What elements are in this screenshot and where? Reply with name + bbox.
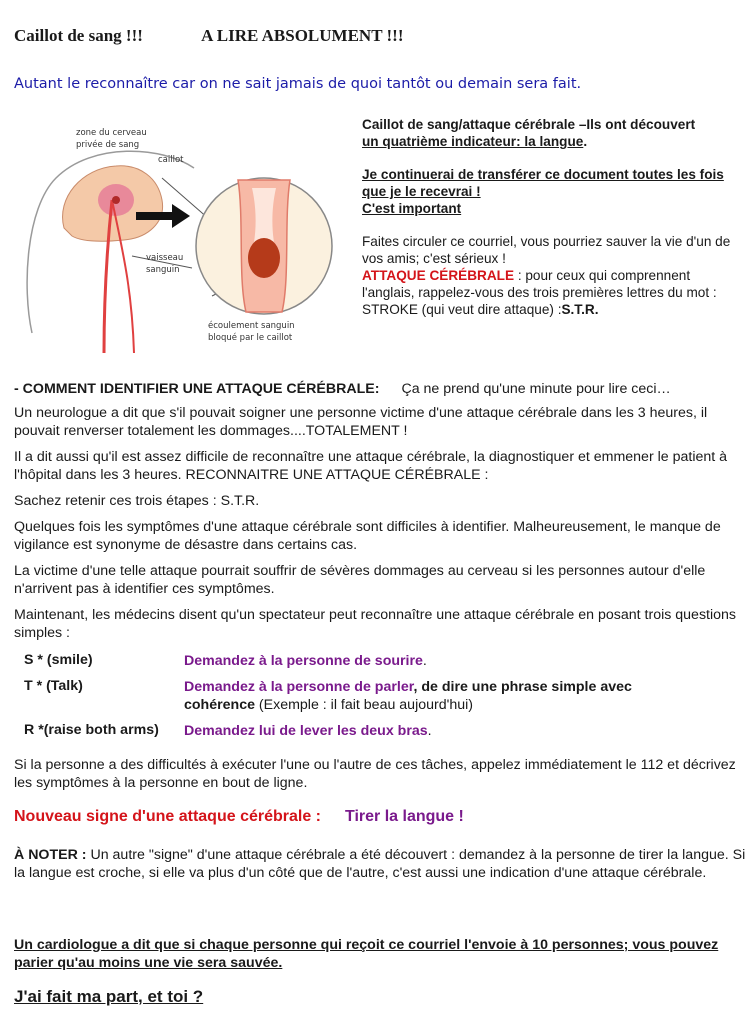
step-key-s: S * (smile) xyxy=(24,652,93,668)
label-zone-1: zone du cerveau xyxy=(76,128,147,138)
paragraph-1: Un neurologue a dit que s'il pouvait soigner une personne victime d'une attaque cérébrale dans les 3 heures, il pouvait renverser totalement les dommages....TOTALEMENT ! xyxy=(14,405,708,439)
label-vaisseau-2: sanguin xyxy=(146,265,180,275)
paragraph-2: Il a dit aussi qu'il est assez difficile de reconnaître une attaque cérébrale, la diagnostiquer et emmener le patient à l'hôpital dans les 3 heures. RECONNAITRE UNE ATTAQUE CÉRÉBRALE : xyxy=(14,449,728,483)
paragraph-3: Sachez retenir ces trois étapes : S.T.R. xyxy=(14,493,260,509)
attaque-paragraph: ATTAQUE CÉRÉBRALE : pour ceux qui comprennent l'anglais, rappelez-vous des trois premières lettres du mot : STROKE (qui veut dire attaque) :S.T.R. xyxy=(362,268,717,317)
title-left: Caillot de sang !!! xyxy=(14,26,143,45)
step-key-r: R *(raise both arms) xyxy=(24,722,159,738)
label-ecoulement-2: bloqué par le caillot xyxy=(208,333,293,343)
closing-line: J'ai fait ma part, et toi ? xyxy=(14,987,204,1006)
label-ecoulement-1: écoulement sanguin xyxy=(208,321,295,331)
step-action-r: Demandez lui de lever les deux bras. xyxy=(184,723,432,739)
step-action-s: Demandez à la personne de sourire. xyxy=(184,653,427,669)
cardiologist-note: Un cardiologue a dit que si chaque personne qui reçoit ce courriel l'envoie à 10 personnes; vous pouvez parier qu'au moins une vie sera sauvée. xyxy=(14,937,719,971)
after-steps-text: Si la personne a des difficultés à exécuter l'une ou l'autre de ces tâches, appelez immédiatement le 112 et décrivez les symptômes à la personne en bout de ligne. xyxy=(14,757,736,791)
page-title xyxy=(14,26,403,46)
right-column xyxy=(362,116,746,318)
section-heading: - COMMENT IDENTIFIER UNE ATTAQUE CÉRÉBRALE: Ça ne prend qu'une minute pour lire ceci… xyxy=(14,381,671,397)
new-sign-line: Nouveau signe d'une attaque cérébrale : Tirer la langue ! xyxy=(14,808,464,825)
circulate-text: Faites circuler ce courriel, vous pourriez sauver la vie d'un de vos amis; c'est sérieux ! xyxy=(362,234,731,266)
arrow-head-icon xyxy=(172,204,190,228)
step-key-t: T * (Talk) xyxy=(24,678,83,694)
label-caillot: caillot xyxy=(158,155,184,165)
paragraph-6: Maintenant, les médecins disent qu'un spectateur peut reconnaître une attaque cérébrale en posant trois questions simples : xyxy=(14,607,737,641)
steps-list xyxy=(0,650,754,750)
arrow-shaft xyxy=(136,212,174,220)
right-heading: Caillot de sang/attaque cérébrale –Ils ont découvert un quatrième indicateur: la langue. xyxy=(362,117,696,149)
step-action-t: Demandez à la personne de parler, de dire une phrase simple avec cohérence (Exemple : il fait beau aujourd'hui) xyxy=(184,679,632,713)
note-paragraph: À NOTER : Un autre "signe" d'une attaque cérébrale a été découvert : demandez à la personne de tirer la langue. Si la langue est croche, si elle va plus d'un côté que de l'autre, c'est aussi une indication d'une attaque cérébrale. xyxy=(14,847,746,881)
label-vaisseau-1: vaisseau xyxy=(146,253,184,263)
label-zone-2: privée de sang xyxy=(76,140,140,150)
transfer-note: Je continuerai de transférer ce document toutes les fois que je le recevrai ! C'est important xyxy=(362,167,724,216)
intro-line: Autant le reconnaître car on ne sait jamais de quoi tantôt ou demain sera fait. xyxy=(14,76,582,92)
blood-clot-diagram xyxy=(12,118,352,353)
paragraph-4: Quelques fois les symptômes d'une attaque cérébrale sont difficiles à identifier. Malheureusement, le manque de vigilance est synonyme de désastre dans certains cas. xyxy=(14,519,721,553)
clot-shape xyxy=(248,238,280,278)
title-right: A LIRE ABSOLUMENT !!! xyxy=(201,26,404,45)
paragraph-5: La victime d'une telle attaque pourrait souffrir de sévères dommages au cerveau si les personnes autour d'elle n'arrivent pas à identifier ces symptômes. xyxy=(14,563,706,597)
